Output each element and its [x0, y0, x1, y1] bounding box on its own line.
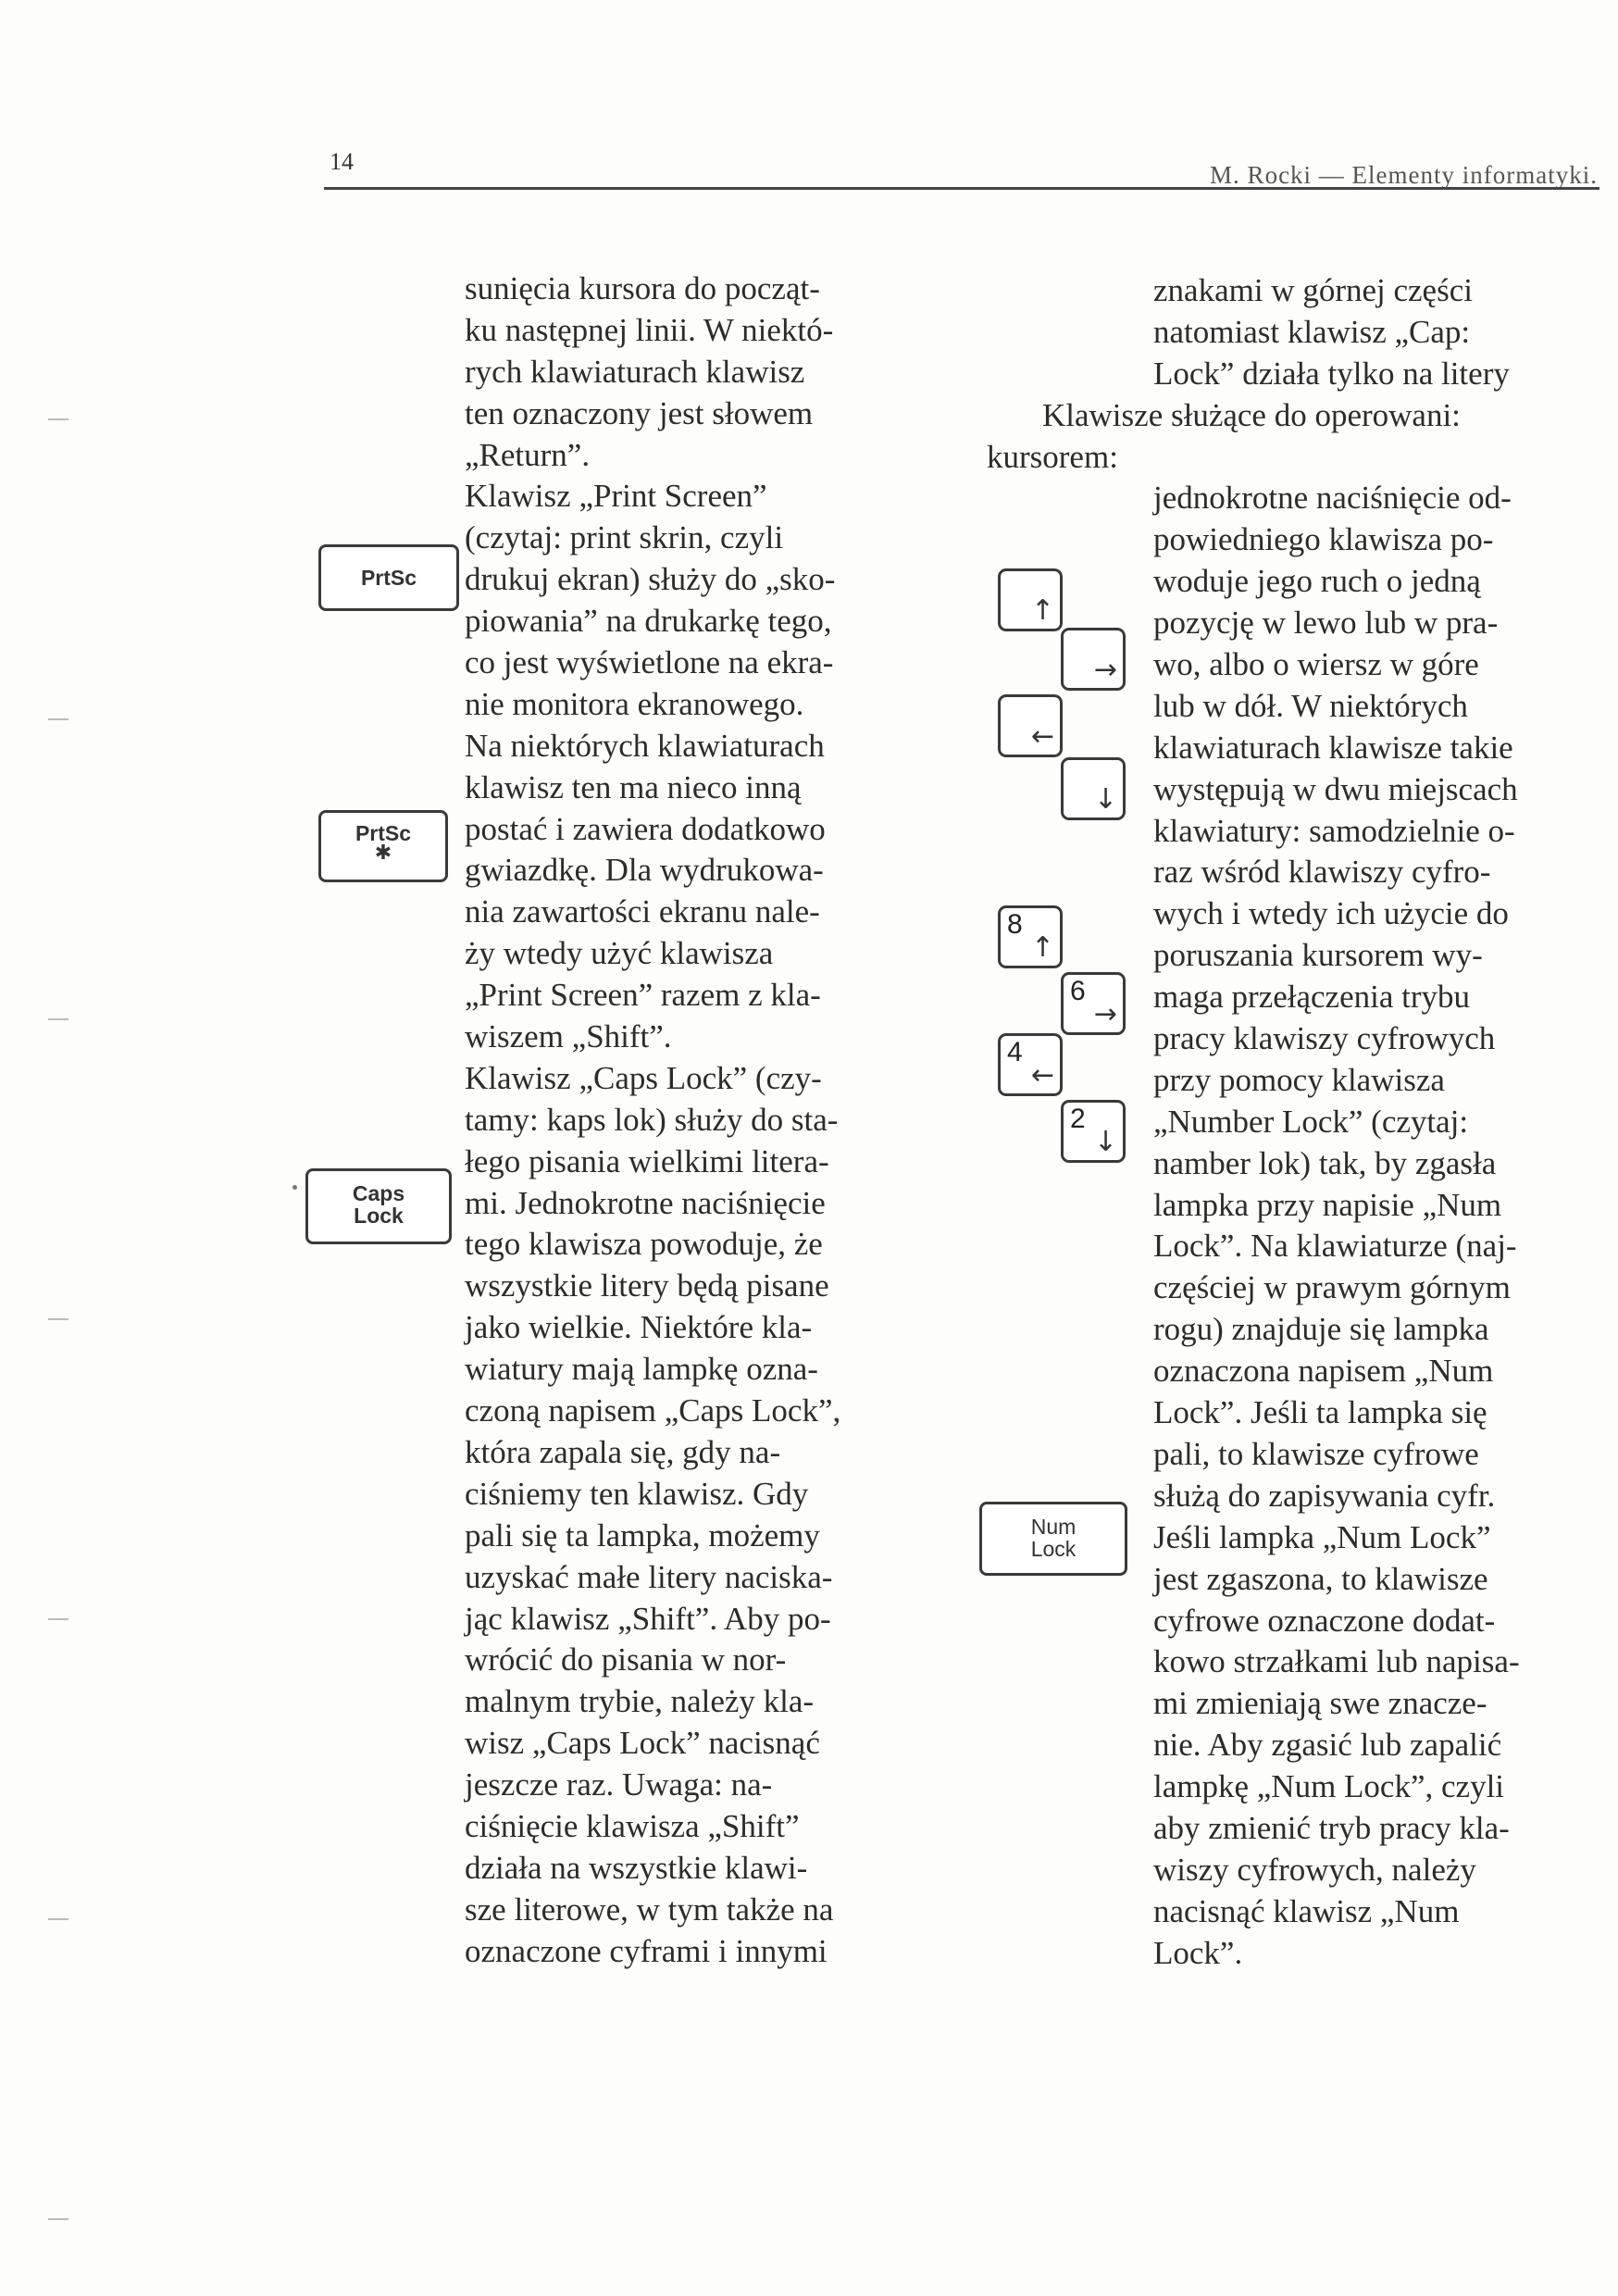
text-line: aby zmienić tryb pracy kla- [1153, 1809, 1510, 1846]
text-line: „Return”. [465, 436, 591, 473]
arrow-right-icon: → [1093, 998, 1117, 1030]
text-line: wiszem „Shift”. [465, 1018, 672, 1055]
prtsc-keycap-illustration [318, 544, 459, 611]
arrow-left-icon: ← [1030, 720, 1054, 753]
text-line: powiedniego klawisza po- [1153, 521, 1494, 558]
margin-mark [48, 718, 68, 720]
text-line: sze literowe, w tym także na [465, 1890, 834, 1928]
arrow-left-icon: ← [1030, 1059, 1054, 1092]
text-line: Klawisz „Caps Lock” (czy- [465, 1059, 822, 1096]
text-line: sunięcia kursora do począt- [465, 270, 820, 306]
margin-mark [48, 1318, 68, 1320]
arrow-down-keycap [1061, 757, 1126, 820]
text-line: nia zawartości ekranu nale- [465, 893, 820, 930]
text-line: łego pisania wielkimi litera- [465, 1142, 829, 1179]
prtsc-key-label: PrtSc [360, 566, 417, 590]
text-line: wisz „Caps Lock” nacisnąć [465, 1725, 820, 1762]
text-line: wo, albo o wiersz w góre [1153, 646, 1479, 683]
text-line: woduje jego ruch o jedną [1153, 563, 1481, 600]
text-line: nie monitora ekranowego. [465, 685, 804, 722]
numpad-8-keycap [998, 905, 1063, 968]
text-line: która zapala się, gdy na- [465, 1433, 781, 1470]
arrow-right-icon: → [1093, 654, 1117, 686]
page-number: 14 [330, 148, 354, 175]
margin-mark [48, 1918, 68, 1920]
text-line: ciśnięcie klawisza „Shift” [465, 1807, 800, 1844]
arrow-up-icon: ↑ [1030, 931, 1054, 964]
text-line: Jeśli lampka „Num Lock” [1153, 1518, 1491, 1555]
text-line: występują w dwu miejscach [1153, 770, 1518, 807]
text-line: ku następnej linii. W niektó- [465, 311, 834, 348]
caps-lock-label-line1: Caps [352, 1181, 405, 1205]
margin-mark [48, 418, 68, 420]
numpad-4-keycap [998, 1033, 1063, 1096]
text-line: ten oznaczony jest słowem [465, 394, 814, 431]
text-line: jąc klawisz „Shift”. Aby po- [465, 1600, 831, 1637]
text-line: oznaczona napisem „Num [1153, 1353, 1494, 1390]
text-line: klawisz ten ma nieco inną [465, 768, 802, 805]
header-rule [324, 187, 1599, 190]
text-line: znakami w górnej części [1153, 272, 1473, 308]
text-line: natomiast klawisz „Cap: [1153, 313, 1471, 350]
text-line: Lock” działa tylko na litery [1153, 355, 1510, 392]
text-line: rogu) znajduje się lampka [1153, 1311, 1489, 1348]
text-line: cyfrowe oznaczone dodat- [1153, 1602, 1496, 1639]
numpad-6-digit: 6 [1070, 976, 1086, 1006]
prtsc-star-keycap-illustration [318, 810, 448, 882]
text-line: wiatury mają lampkę ozna- [465, 1351, 818, 1388]
arrow-down-icon: ↓ [1093, 1126, 1117, 1158]
text-line: lub w dół. W niektórych [1153, 687, 1468, 724]
text-line: pali się ta lampka, możemy [465, 1516, 820, 1554]
text-line: częściej w prawym górnym [1153, 1269, 1511, 1306]
caps-lock-keycap-illustration [305, 1168, 452, 1244]
text-line: „Number Lock” (czytaj: [1153, 1103, 1469, 1140]
prtsc-star-key-label: PrtSc [355, 821, 412, 845]
text-line: tego klawisza powoduje, że [465, 1226, 823, 1263]
text-line: Lock”. [1153, 1934, 1243, 1971]
arrow-left-keycap [998, 694, 1063, 757]
margin-mark [48, 1618, 68, 1620]
arrow-down-icon: ↓ [1093, 783, 1117, 816]
asterisk-icon: ✱ [374, 841, 392, 864]
text-line: (czytaj: print skrin, czyli [465, 519, 784, 556]
text-line: kursorem: [987, 438, 1118, 475]
caps-lock-label-line2: Lock [354, 1204, 404, 1228]
text-line: jako wielkie. Niektóre kla- [465, 1309, 813, 1346]
text-line: nacisnąć klawisz „Num [1153, 1892, 1460, 1929]
text-line: Klawisz „Print Screen” [465, 478, 767, 515]
arrow-up-icon: ↑ [1030, 594, 1054, 627]
text-line: co jest wyświetlone na ekra- [465, 644, 834, 681]
text-line: maga przełączenia trybu [1153, 979, 1471, 1016]
text-line: namber lok) tak, by zgasła [1153, 1144, 1497, 1181]
text-line: pali, to klawisze cyfrowe [1153, 1435, 1479, 1472]
text-line: jeszcze raz. Uwaga: na- [465, 1766, 773, 1803]
text-line: ciśniemy ten klawisz. Gdy [465, 1475, 809, 1512]
text-line: mi zmieniają swe znacze- [1153, 1685, 1487, 1722]
text-line: klawiatury: samodzielnie o- [1153, 812, 1515, 849]
text-line: pozycję w lewo lub w pra- [1153, 605, 1499, 642]
text-line: kowo strzałkami lub napisa- [1153, 1643, 1520, 1680]
text-line: służą do zapisywania cyfr. [1153, 1477, 1496, 1514]
text-line: mi. Jednokrotne naciśnięcie [465, 1184, 826, 1221]
text-line: lampka przy napisie „Num [1153, 1186, 1502, 1223]
text-line: uzyskać małe litery naciska- [465, 1558, 833, 1595]
text-line: klawiaturach klawisze takie [1153, 729, 1513, 766]
text-line: postać i zawiera dodatkowo [465, 810, 826, 847]
text-line: przy pomocy klawisza [1153, 1061, 1445, 1098]
text-line: ży wtedy użyć klawisza [465, 935, 774, 972]
text-line: gwiazdkę. Dla wydrukowa- [465, 852, 824, 889]
text-line: piowania” na drukarkę tego, [465, 603, 832, 640]
margin-mark [48, 2218, 68, 2220]
text-line: jednokrotne naciśnięcie od- [1153, 480, 1512, 517]
numpad-2-keycap [1061, 1100, 1126, 1163]
text-line: Klawisze służące do operowani: [1042, 396, 1461, 433]
left-text-column [465, 268, 926, 1973]
text-line: Na niektórych klawiaturach [465, 727, 825, 764]
numpad-4-digit: 4 [1007, 1037, 1023, 1067]
text-line: oznaczone cyframi i innymi [465, 1932, 828, 1969]
text-line: wych i wtedy ich użycie do [1153, 895, 1509, 932]
text-line: lampkę „Num Lock”, czyli [1153, 1768, 1505, 1805]
text-line: raz wśród klawiszy cyfro- [1153, 854, 1491, 891]
scan-dot [292, 1185, 297, 1190]
text-line: malnym trybie, należy kla- [465, 1683, 815, 1720]
numpad-8-digit: 8 [1007, 909, 1023, 940]
margin-mark [48, 1018, 68, 1020]
num-lock-keycap-illustration [979, 1502, 1127, 1576]
text-line: rych klawiaturach klawisz [465, 353, 805, 390]
num-lock-label-line1: Num [1030, 1515, 1077, 1539]
numpad-2-digit: 2 [1070, 1104, 1086, 1134]
text-line: wiszy cyfrowych, należy [1153, 1851, 1476, 1888]
text-line: tamy: kaps lok) służy do sta- [465, 1101, 839, 1138]
text-line: działa na wszystkie klawi- [465, 1849, 808, 1886]
text-line: Lock”. Jeśli ta lampka się [1153, 1394, 1487, 1431]
text-line: czoną napisem „Caps Lock”, [465, 1392, 841, 1429]
arrow-up-keycap [998, 568, 1063, 631]
text-line: „Print Screen” razem z kla- [465, 977, 821, 1014]
arrow-right-keycap [1061, 628, 1126, 691]
text-line: wrócić do pisania w nor- [465, 1641, 787, 1678]
numpad-6-keycap [1061, 972, 1126, 1035]
text-line: wszystkie litery będą pisane [465, 1267, 829, 1304]
text-line: Lock”. Na klawiaturze (naj- [1153, 1228, 1517, 1265]
text-line: nie. Aby zgasić lub zapalić [1153, 1727, 1502, 1764]
num-lock-label-line2: Lock [1030, 1537, 1077, 1561]
running-head: M. Rocki — Elementy informatyki. [1210, 161, 1598, 189]
text-line: jest zgaszona, to klawisze [1153, 1560, 1488, 1597]
text-line: poruszania kursorem wy- [1153, 937, 1483, 974]
text-line: drukuj ekran) służy do „sko- [465, 561, 836, 598]
text-line: pracy klawiszy cyfrowych [1153, 1020, 1496, 1057]
